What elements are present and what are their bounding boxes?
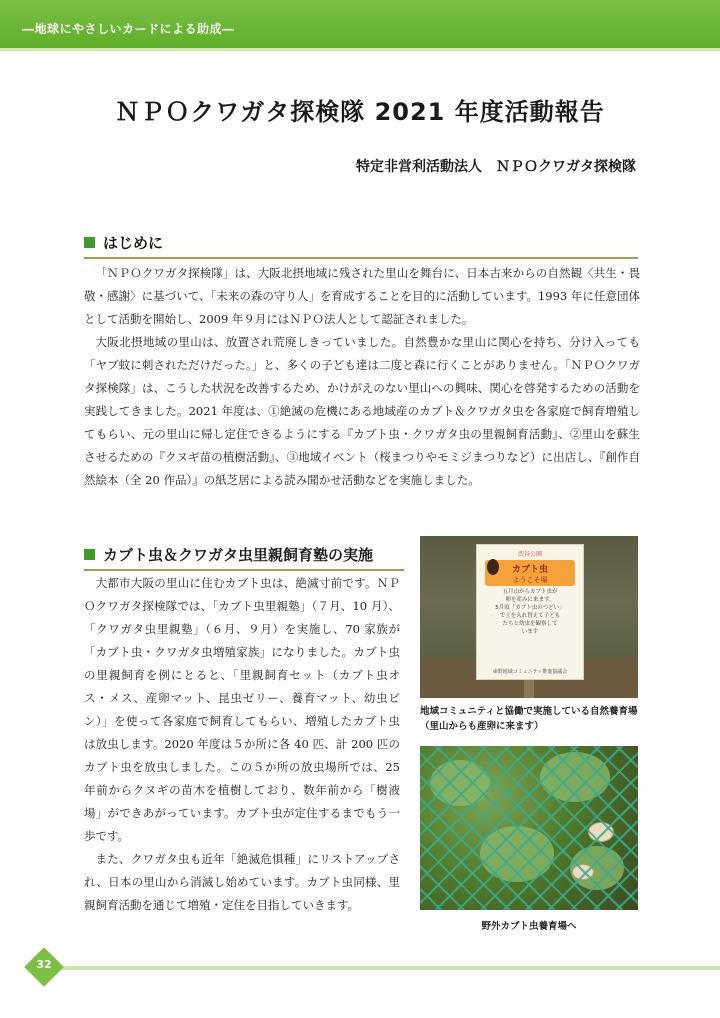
page-number: 32 — [36, 958, 52, 971]
series-tag: ―地球にやさしいカードによる助成― — [22, 22, 235, 36]
header-band — [0, 0, 720, 48]
sign-banner-main: カブト虫 — [511, 564, 548, 575]
park-sign — [476, 544, 584, 680]
foster-body — [84, 572, 400, 917]
photo-caption: 野外カブト虫養育場へ — [481, 921, 577, 932]
sign-footer: 東野地域コミュニティ推進協議会 — [492, 669, 568, 675]
section-heading-intro — [84, 232, 638, 259]
photo-caption: 地域コミュニティと協働で実施している自然養育場（里山からも産卵に来ます） — [420, 706, 638, 732]
sign-banner-sub: ようこそ場 — [512, 575, 548, 584]
wire-mesh — [420, 746, 638, 910]
section-heading-text: カブト虫＆クワガタ虫里親飼育塾の実施 — [103, 546, 374, 564]
square-bullet-icon — [84, 237, 95, 248]
sign-text: 五月山からカブト虫が 卵を産みに来ます。 5月頃「カブト虫のつどい」 で土を入れ替えて子ども たちと幼虫を観察して います — [495, 589, 565, 635]
sign-park-name: 渋谷公園 — [517, 551, 542, 558]
footer-rule — [52, 966, 720, 970]
organization-name: 特定非営利活動法人 ＮＰＯクワガタ探検隊 — [356, 159, 636, 175]
section-heading-foster — [84, 544, 404, 571]
beetle-icon — [487, 559, 499, 575]
section-heading-text: はじめに — [103, 234, 164, 252]
photo-sign — [420, 536, 638, 698]
paragraph: 大都市大阪の里山に住むカブト虫は、絶滅寸前です。ＮＰＯクワガタ探検隊では、「カブト虫里親塾」（７月、10 月）、「クワガタ虫里親塾」（６月、９月）を実施し、70 家族が「カブト虫・クワガタ虫増殖家族」になりました。カブト虫の里親飼育を例にとると、「里親飼育セット（カブト虫オス・メス、産卵マット、昆虫ゼリー、養育マット、幼虫ビン）」を使って各家庭で飼育してもらい、増殖したカブト虫は放虫します。2020 年度は５か所に各 40 匹、計 200 匹のカブト虫を放虫しました。この５か所の放虫場所では、25 年前からクヌギの苗木を植樹しており、数年前から「樹液場」ができあがっています。カブト虫が定住するまでもう一歩です。 — [84, 576, 400, 843]
square-bullet-icon — [84, 549, 95, 560]
paragraph: 「ＮＰＯクワガタ探検隊」は、大阪北摂地域に残された里山を舞台に、日本古来からの自然観〈共生・畏敬・感謝〉に基づいて、「未来の森の守り人」を育成することを目的に活動しています。1993 年に任意団体として活動を開始し、2009 年９月にはＮＰＯ法人として認証されました。 — [84, 266, 640, 326]
page-title: ＮＰＯクワガタ探検隊 2021 年度活動報告 — [115, 98, 605, 126]
photo-breeding-site — [420, 746, 638, 910]
paragraph: 大阪北摂地域の里山は、放置され荒廃しきっていました。自然豊かな里山に関心を持ち、分け入っても「ヤブ蚊に刺されただけだった。」と、多くの子ども達は二度と森に行くことがありません。「ＮＰＯクワガタ探検隊」は、こうした状況を改善するため、かけがえのない里山への興味、関心を啓発するための活動を実践してきました。2021 年度は、①絶滅の危機にある地域産のカブト＆クワガタ虫を各家庭で飼育増殖してもらい、元の里山に帰し定住できるようにする『カブト虫・クワガタ虫の里親飼育活動』、②里山を蘇生させるための『クヌギ苗の植樹活動』、③地域イベント（桜まつりやモミジまつりなど）に出店し、『創作自然絵本（全 20 作品）』の紙芝居による読み聞かせ活動などを実施しました。 — [84, 335, 640, 487]
header-rule — [0, 48, 720, 51]
intro-body — [84, 262, 640, 492]
paragraph: また、クワガタ虫も近年「絶滅危惧種」にリストアップされ、日本の里山から消滅し始めています。カブト虫同様、里親飼育活動を通じて増殖・定住を目指していきます。 — [84, 852, 400, 912]
